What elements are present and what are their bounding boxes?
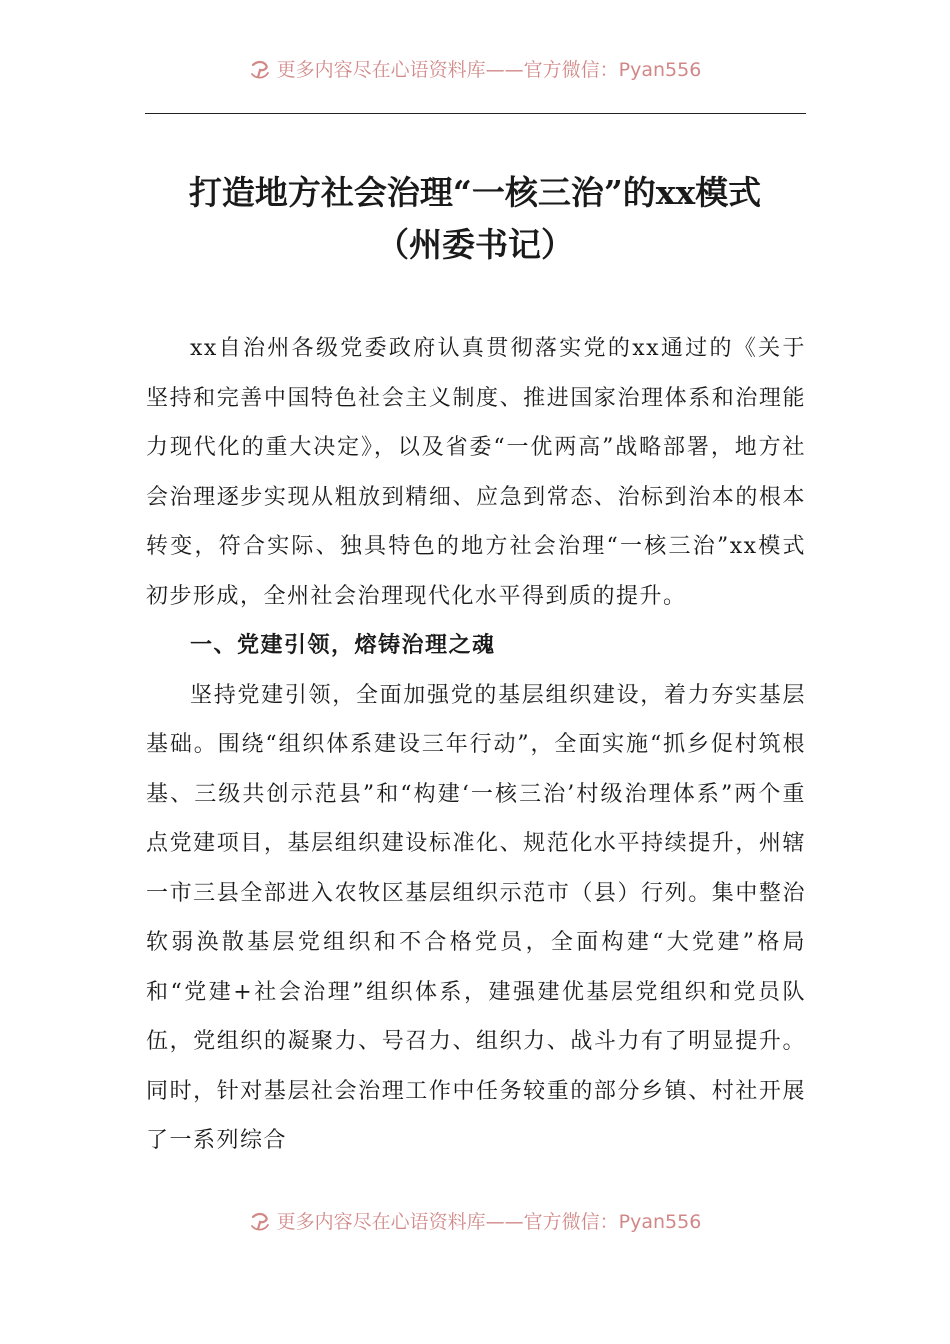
watermark-id: Pyan556 <box>618 1211 702 1233</box>
watermark-bottom <box>0 1210 950 1234</box>
watermark-id: Pyan556 <box>618 59 702 81</box>
watermark-top <box>0 58 950 82</box>
watermark-text: 更多内容尽在心语资料库——官方微信： <box>276 1211 619 1233</box>
document-title: 打造地方社会治理“一核三治”的xx模式 <box>188 173 762 212</box>
document-body <box>146 324 806 1166</box>
watermark-text: 更多内容尽在心语资料库——官方微信： <box>276 59 619 81</box>
header-divider <box>145 113 806 114</box>
watermark-logo-icon <box>249 59 271 81</box>
section-paragraph: 坚持党建引领，全面加强党的基层组织建设，着力夯实基层基础。围绕“组织体系建设三年行动”，全面实施“抓乡促村筑根基、三级共创示范县”和“构建‘一核三治’村级治理体系”两个重点党建项目，基层组织建设标准化、规范化水平持续提升，州辖一市三县全部进入农牧区基层组织示范市（县）行列。集中整治软弱涣散基层党组织和不合格党员，全面构建“大党建”格局和“党建+社会治理”组织体系，建强建优基层党组织和党员队伍，党组织的凝聚力、号召力、组织力、战斗力有了明显提升。同时，针对基层社会治理工作中任务较重的部分乡镇、村社开展了一系列综合 <box>146 682 806 1153</box>
watermark-logo-icon <box>249 1211 271 1233</box>
section-heading: 一、党建引领，熔铸治理之魂 <box>190 633 496 658</box>
intro-paragraph: xx自治州各级党委政府认真贯彻落实党的xx通过的《关于坚持和完善中国特色社会主义制度、推进国家治理体系和治理能力现代化的重大决定》，以及省委“一优两高”战略部署，地方社会治理逐步实现从粗放到精细、应急到常态、治标到治本的根本转变，符合实际、独具特色的地方社会治理“一核三治”xx模式初步形成，全州社会治理现代化水平得到质的提升。 <box>146 336 806 609</box>
document-subtitle: （州委书记） <box>376 225 574 264</box>
